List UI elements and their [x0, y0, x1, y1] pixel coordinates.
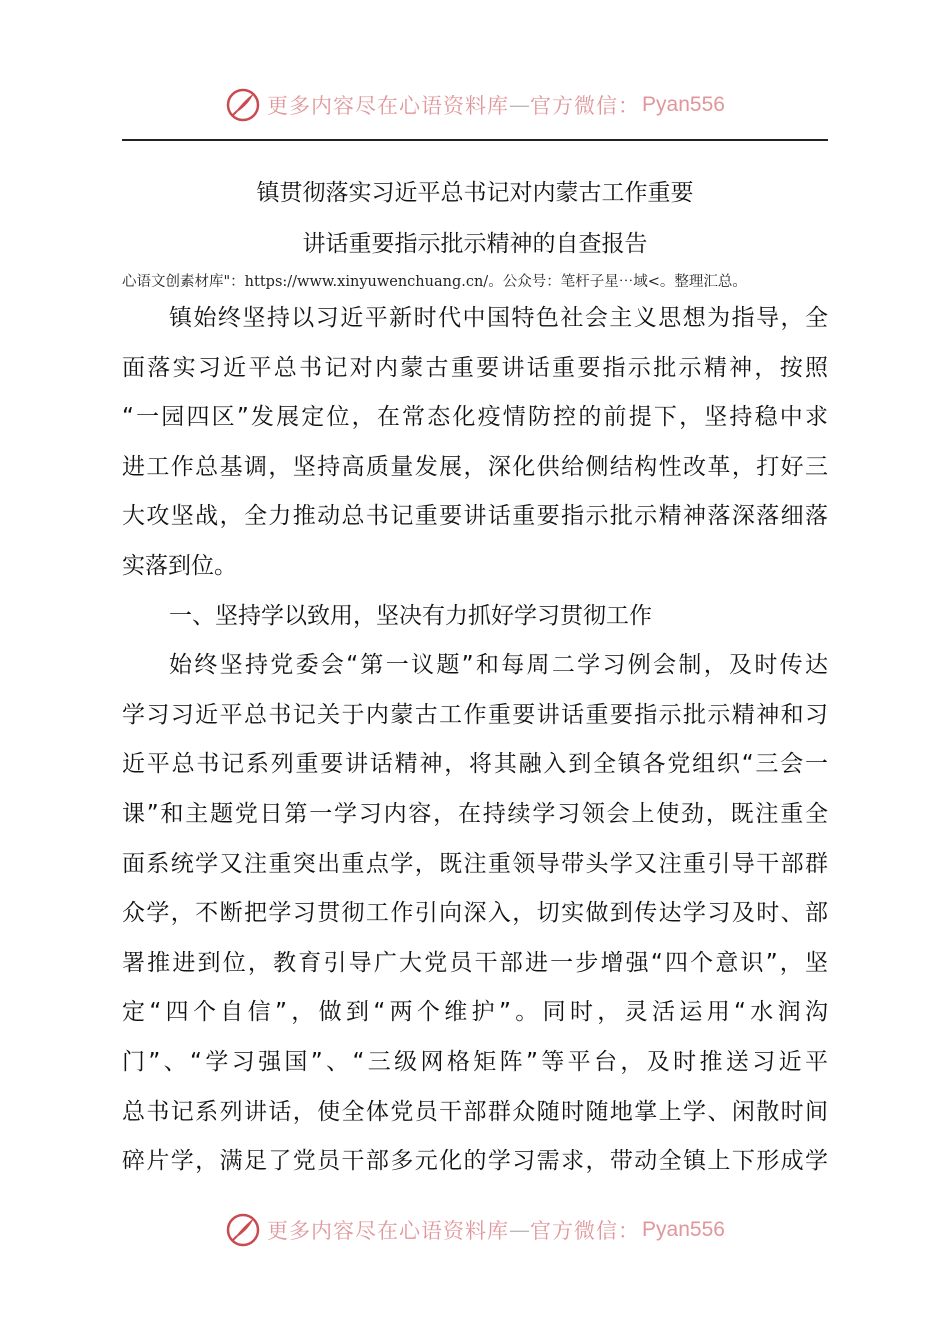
banner-separator: —	[509, 1218, 531, 1242]
banner-wechat-label: 官方微信：	[530, 1219, 641, 1243]
header-banner	[0, 80, 950, 130]
body-line: 面落实习近平总书记对内蒙古重要讲话重要指示批示精神，按照	[122, 354, 828, 381]
body-line: 近平总书记系列重要讲话精神，将其融入到全镇各党组织“三会一	[122, 751, 828, 778]
banner-wechat-id: Pyan556	[642, 93, 725, 116]
body-line: 课”和主题党日第一学习内容，在持续学习领会上使劲，既注重全	[122, 800, 828, 827]
document-title-line-1: 镇贯彻落实习近平总书记对内蒙古工作重要	[256, 180, 694, 206]
footer-banner	[0, 1205, 950, 1255]
body-line: 总书记系列讲话，使全体党员干部群众随时随地掌上学、闲散时间	[122, 1098, 828, 1125]
document-body	[122, 294, 828, 1187]
body-line: 实落到位。	[122, 552, 237, 579]
body-line: 始终坚持党委会“第一议题”和每周二学习例会制，及时传达	[169, 652, 828, 679]
banner-text: 更多内容尽在心语资料库	[267, 94, 510, 118]
section-heading: 一、坚持学以致用，坚决有力抓好学习贯彻工作	[169, 602, 652, 629]
body-line: 门”、“学习强国”、“三级网格矩阵”等平台，及时推送习近平	[122, 1048, 828, 1075]
body-line: 大攻坚战，全力推动总书记重要讲话重要指示批示精神落深落细落	[122, 503, 828, 530]
source-note: 心语文创素材库"：https://www.xinyuwenchuang.cn/。公众号：笔杆子星⋯域<。整理汇总。	[122, 274, 747, 290]
quill-logo-icon	[225, 1212, 261, 1248]
document-title-line-2: 讲话重要指示批示精神的自查报告	[302, 231, 648, 257]
banner-wechat-id: Pyan556	[642, 1218, 725, 1241]
body-line: 署推进到位，教育引导广大党员干部进一步增强“四个意识”，坚	[122, 949, 828, 976]
body-line: 面系统学又注重突出重点学，既注重领导带头学又注重引导干部群	[122, 850, 828, 877]
banner-separator: —	[509, 93, 531, 117]
body-line: 定“四个自信”，做到“两个维护”。同时，灵活运用“水润沟	[122, 999, 828, 1026]
body-line: 进工作总基调，坚持高质量发展，深化供给侧结构性改革，打好三	[122, 453, 828, 480]
banner-text: 更多内容尽在心语资料库	[267, 1219, 510, 1243]
body-line: “一园四区”发展定位，在常态化疫情防控的前提下，坚持稳中求	[122, 404, 828, 431]
banner-wechat-label: 官方微信：	[530, 94, 641, 118]
body-line: 镇始终坚持以习近平新时代中国特色社会主义思想为指导，全	[169, 305, 828, 331]
header-rule	[122, 139, 828, 141]
body-line: 众学，不断把学习贯彻工作引向深入，切实做到传达学习及时、部	[122, 900, 828, 927]
body-line: 碎片学，满足了党员干部多元化的学习需求，带动全镇上下形成学	[122, 1148, 828, 1175]
body-line: 学习习近平总书记关于内蒙古工作重要讲话重要指示批示精神和习	[122, 701, 828, 728]
quill-logo-icon	[225, 87, 261, 123]
